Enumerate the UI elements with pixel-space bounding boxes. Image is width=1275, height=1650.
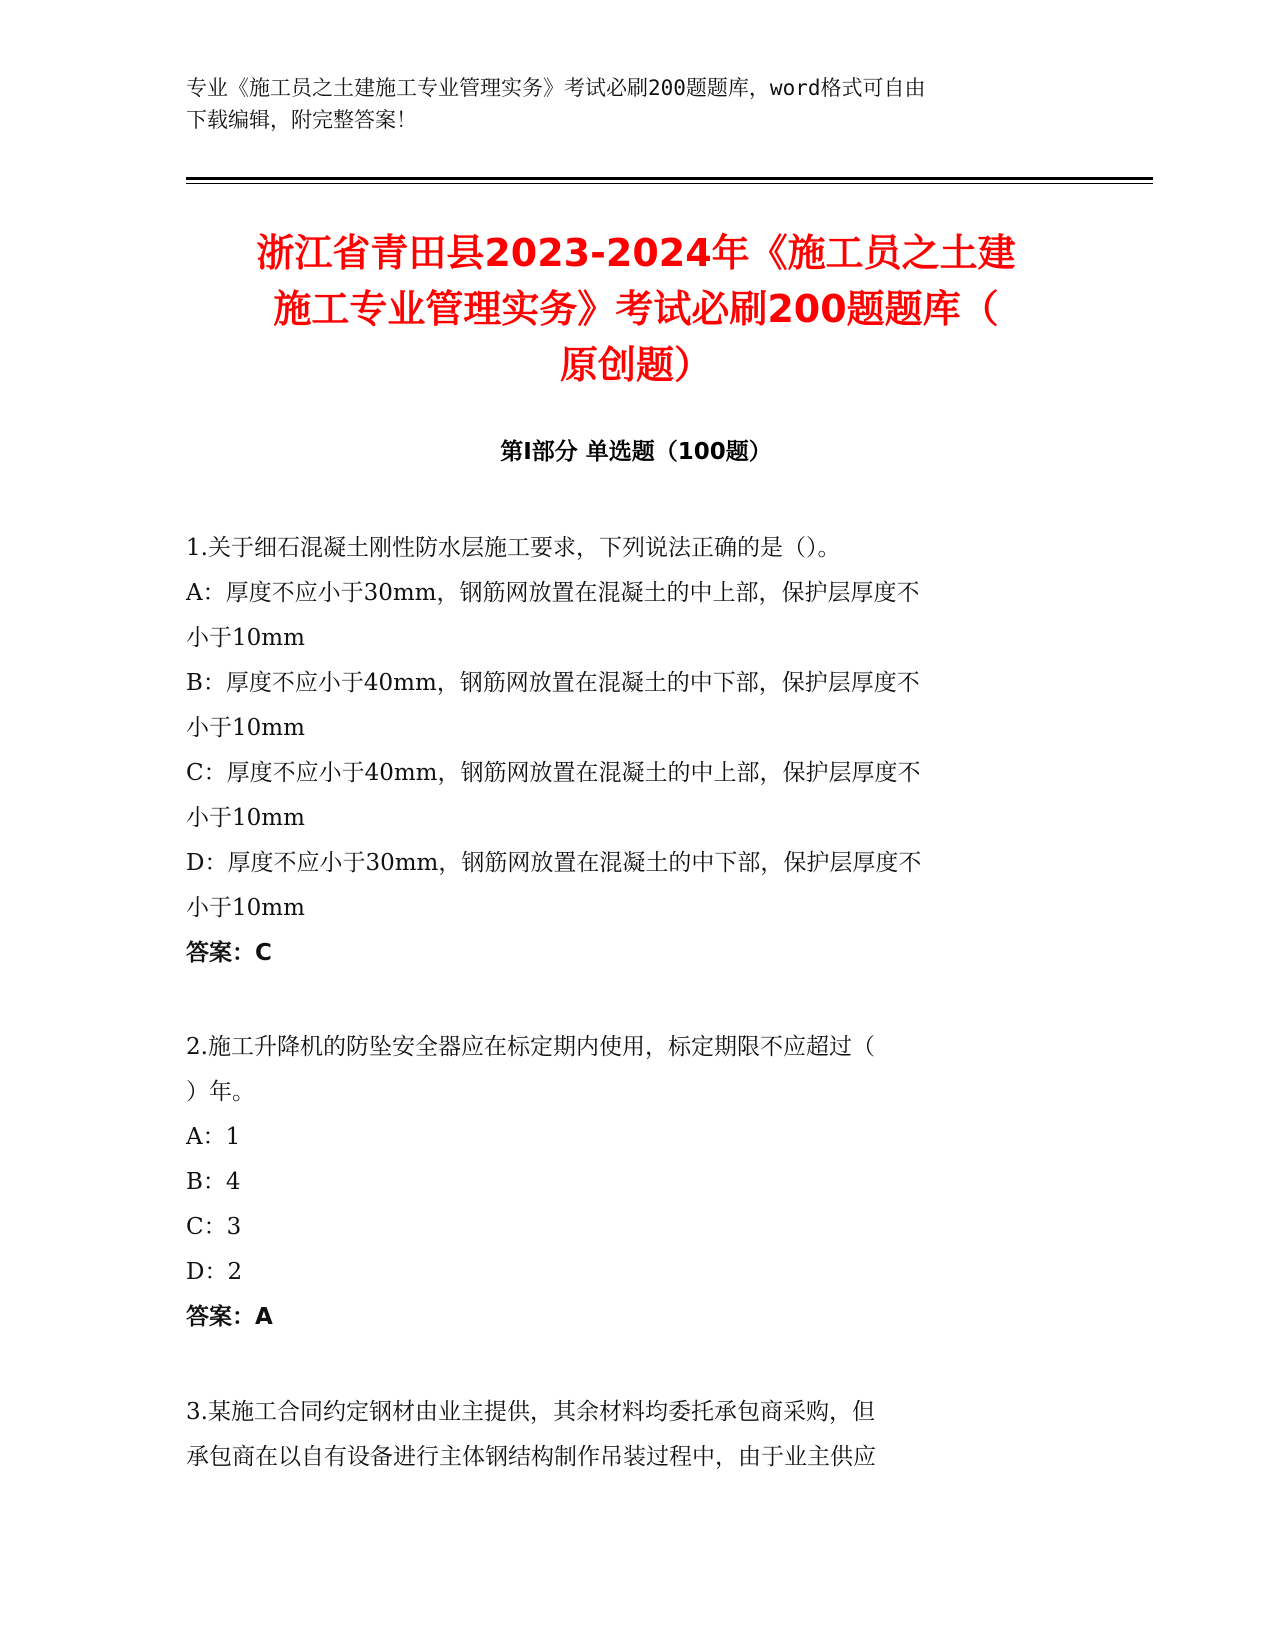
header-divider: [186, 177, 1153, 180]
question-3: [186, 1390, 1086, 1480]
title-line: 施工专业管理实务》考试必刷200题题库（: [273, 287, 999, 331]
title-line: 浙江省青田县2023-2024年《施工员之土建: [256, 231, 1016, 275]
option-b-cont: 小于10mm: [186, 715, 305, 741]
option-d: D：厚度不应小于30mm，钢筋网放置在混凝土的中下部，保护层厚度不: [186, 850, 922, 876]
answer: 答案：A: [186, 1304, 273, 1330]
option-a: A：厚度不应小于30mm，钢筋网放置在混凝土的中上部，保护层厚度不: [186, 580, 920, 606]
title-line: 原创题）: [559, 343, 712, 387]
option-a-cont: 小于10mm: [186, 625, 305, 651]
question-stem: 1.关于细石混凝土刚性防水层施工要求，下列说法正确的是（）。: [186, 535, 841, 561]
answer: 答案：C: [186, 940, 272, 966]
option-b: B：4: [186, 1169, 241, 1195]
section-heading: 第I部分 单选题（100题）: [500, 439, 772, 465]
option-c: C：厚度不应小于40mm，钢筋网放置在混凝土的中上部，保护层厚度不: [186, 760, 921, 786]
question-2: [186, 1025, 1086, 1340]
option-a: A：1: [186, 1124, 241, 1150]
question-stem-cont: 承包商在以自有设备进行主体钢结构制作吊装过程中，由于业主供应: [186, 1444, 876, 1470]
question-1: [186, 526, 1086, 976]
question-stem: 3.某施工合同约定钢材由业主提供，其余材料均委托承包商采购，但: [186, 1399, 875, 1425]
header-note-line: 下载编辑，附完整答案！: [186, 108, 417, 132]
option-c: C：3: [186, 1214, 242, 1240]
header-note-line: 专业《施工员之土建施工专业管理实务》考试必刷200题题库，word格式可自由: [186, 76, 926, 100]
option-b: B：厚度不应小于40mm，钢筋网放置在混凝土的中下部，保护层厚度不: [186, 670, 920, 696]
header-divider-thin: [186, 183, 1153, 184]
option-d-cont: 小于10mm: [186, 895, 305, 921]
option-c-cont: 小于10mm: [186, 805, 305, 831]
option-d: D：2: [186, 1259, 243, 1285]
header-note: [186, 72, 1066, 136]
question-stem-cont: ）年。: [186, 1079, 255, 1105]
document-title: [186, 225, 1086, 393]
question-stem: 2.施工升降机的防坠安全器应在标定期内使用，标定期限不应超过（: [186, 1034, 875, 1060]
